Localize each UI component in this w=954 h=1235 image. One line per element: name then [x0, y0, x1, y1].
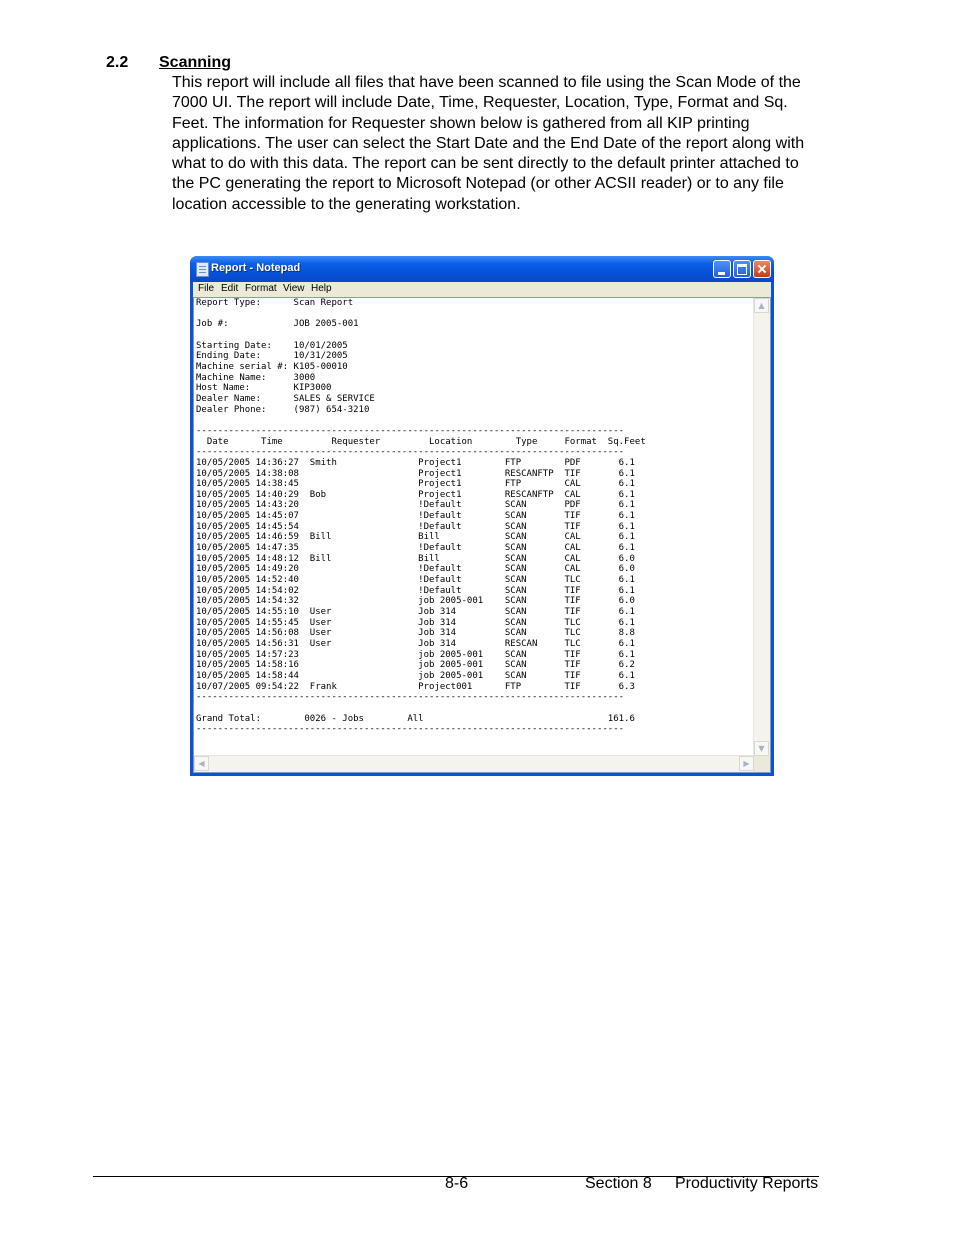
- section-title: Scanning: [159, 54, 232, 71]
- horizontal-scrollbar[interactable]: [194, 755, 754, 772]
- menu-bar: [193, 282, 771, 297]
- resize-grip-icon[interactable]: [754, 756, 770, 772]
- scroll-right-arrow-icon[interactable]: ▶: [739, 756, 754, 771]
- scroll-down-arrow-icon[interactable]: ▼: [754, 741, 769, 756]
- section-number: 2.2: [106, 54, 129, 71]
- section-paragraph: This report will include all files that have been scanned to file using the Scan Mode of the 7000 UI. The report will include Date, Time, Requester, Location, Type, Format and Sq. Feet. The information for Requester shown below is gathered from all KIP printing applications. The user can select the Start Date and the End Date of the report along with what to do with this data. The report can be sent directly to the default printer attached to the PC generating the report to Microsoft Notepad (or other ACSII reader) or to any file location accessible to the generating workstation.: [172, 74, 805, 213]
- vertical-scrollbar[interactable]: [753, 298, 770, 756]
- menu-help[interactable]: Help: [311, 283, 332, 294]
- footer-title: Productivity Reports: [675, 1175, 819, 1192]
- scroll-left-arrow-icon[interactable]: ◀: [194, 756, 209, 771]
- footer-page-number: 8-6: [445, 1175, 469, 1192]
- close-button[interactable]: [753, 260, 771, 278]
- menu-view[interactable]: View: [283, 283, 305, 294]
- window-titlebar[interactable]: [190, 256, 774, 282]
- window-title: Report - Notepad: [211, 262, 301, 274]
- notepad-icon: [196, 262, 209, 277]
- scroll-up-arrow-icon[interactable]: ▲: [754, 298, 769, 313]
- footer-section: Section 8: [585, 1175, 652, 1192]
- notepad-client-area: [193, 297, 771, 773]
- minimize-button[interactable]: [713, 260, 731, 278]
- report-text[interactable]: Report Type: Scan Report Job #: JOB 2005-001 Starting Date: 10/01/2005 Ending Date: 10/31/2005 Machine serial #: K105-00010 Machine Name: 3000 Host Name: KIP3000 Dealer Name: SALES & SERVICE Dealer Phone: (987) 654-3210 ------------------------------------------------------------------------------- Date Time Requester Location Type Format Sq.Feet ------------------------------------------------------------------------------- 10/05/2005 14:36:27 Smith Project1 FTP PDF 6.1 10/05/2005 14:38:08 Project1 RESCANFTP TIF 6.1 10/05/2005 14:38:45 Project1 FTP CAL 6.1 10/05/2005 14:40:29 Bob Project1 RESCANFTP CAL 6.1 10/05/2005 14:43:20 !Default SCAN PDF 6.1 10/05/2005 14:45:07 !Default SCAN TIF 6.1 10/05/2005 14:45:54 !Default SCAN TIF 6.1 10/05/2005 14:46:59 Bill Bill SCAN CAL 6.1 10/05/2005 14:47:35 !Default SCAN CAL 6.1 10/05/2005 14:48:12 Bill Bill SCAN CAL 6.0 10/05/2005 14:49:20 !Default SCAN CAL 6.0 10/05/2005 14:52:40 !Default SCAN TLC 6.1 10/05/2005 14:54:02 !Default SCAN TIF 6.1 10/05/2005 14:54:32 job 2005-001 SCAN TIF 6.0 10/05/2005 14:55:10 User Job 314 SCAN TIF 6.1 10/05/2005 14:55:45 User Job 314 SCAN TLC 6.1 10/05/2005 14:56:08 User Job 314 SCAN TLC 8.8 10/05/2005 14:56:31 User Job 314 RESCAN TLC 6.1 10/05/2005 14:57:23 job 2005-001 SCAN TIF 6.1 10/05/2005 14:58:16 job 2005-001 SCAN TIF 6.2 10/05/2005 14:58:44 job 2005-001 SCAN TIF 6.1 10/07/2005 09:54:22 Frank Project001 FTP TIF 6.3 ------------------------------------------------------------------------------- Grand Total: 0026 - Jobs All 161.6 -------------------------------------------------------------------------------: [196, 298, 646, 735]
- maximize-button[interactable]: [733, 260, 751, 278]
- menu-edit[interactable]: Edit: [221, 283, 239, 294]
- menu-file[interactable]: File: [198, 283, 215, 294]
- menu-format[interactable]: Format: [245, 283, 277, 294]
- notepad-window: [190, 256, 774, 776]
